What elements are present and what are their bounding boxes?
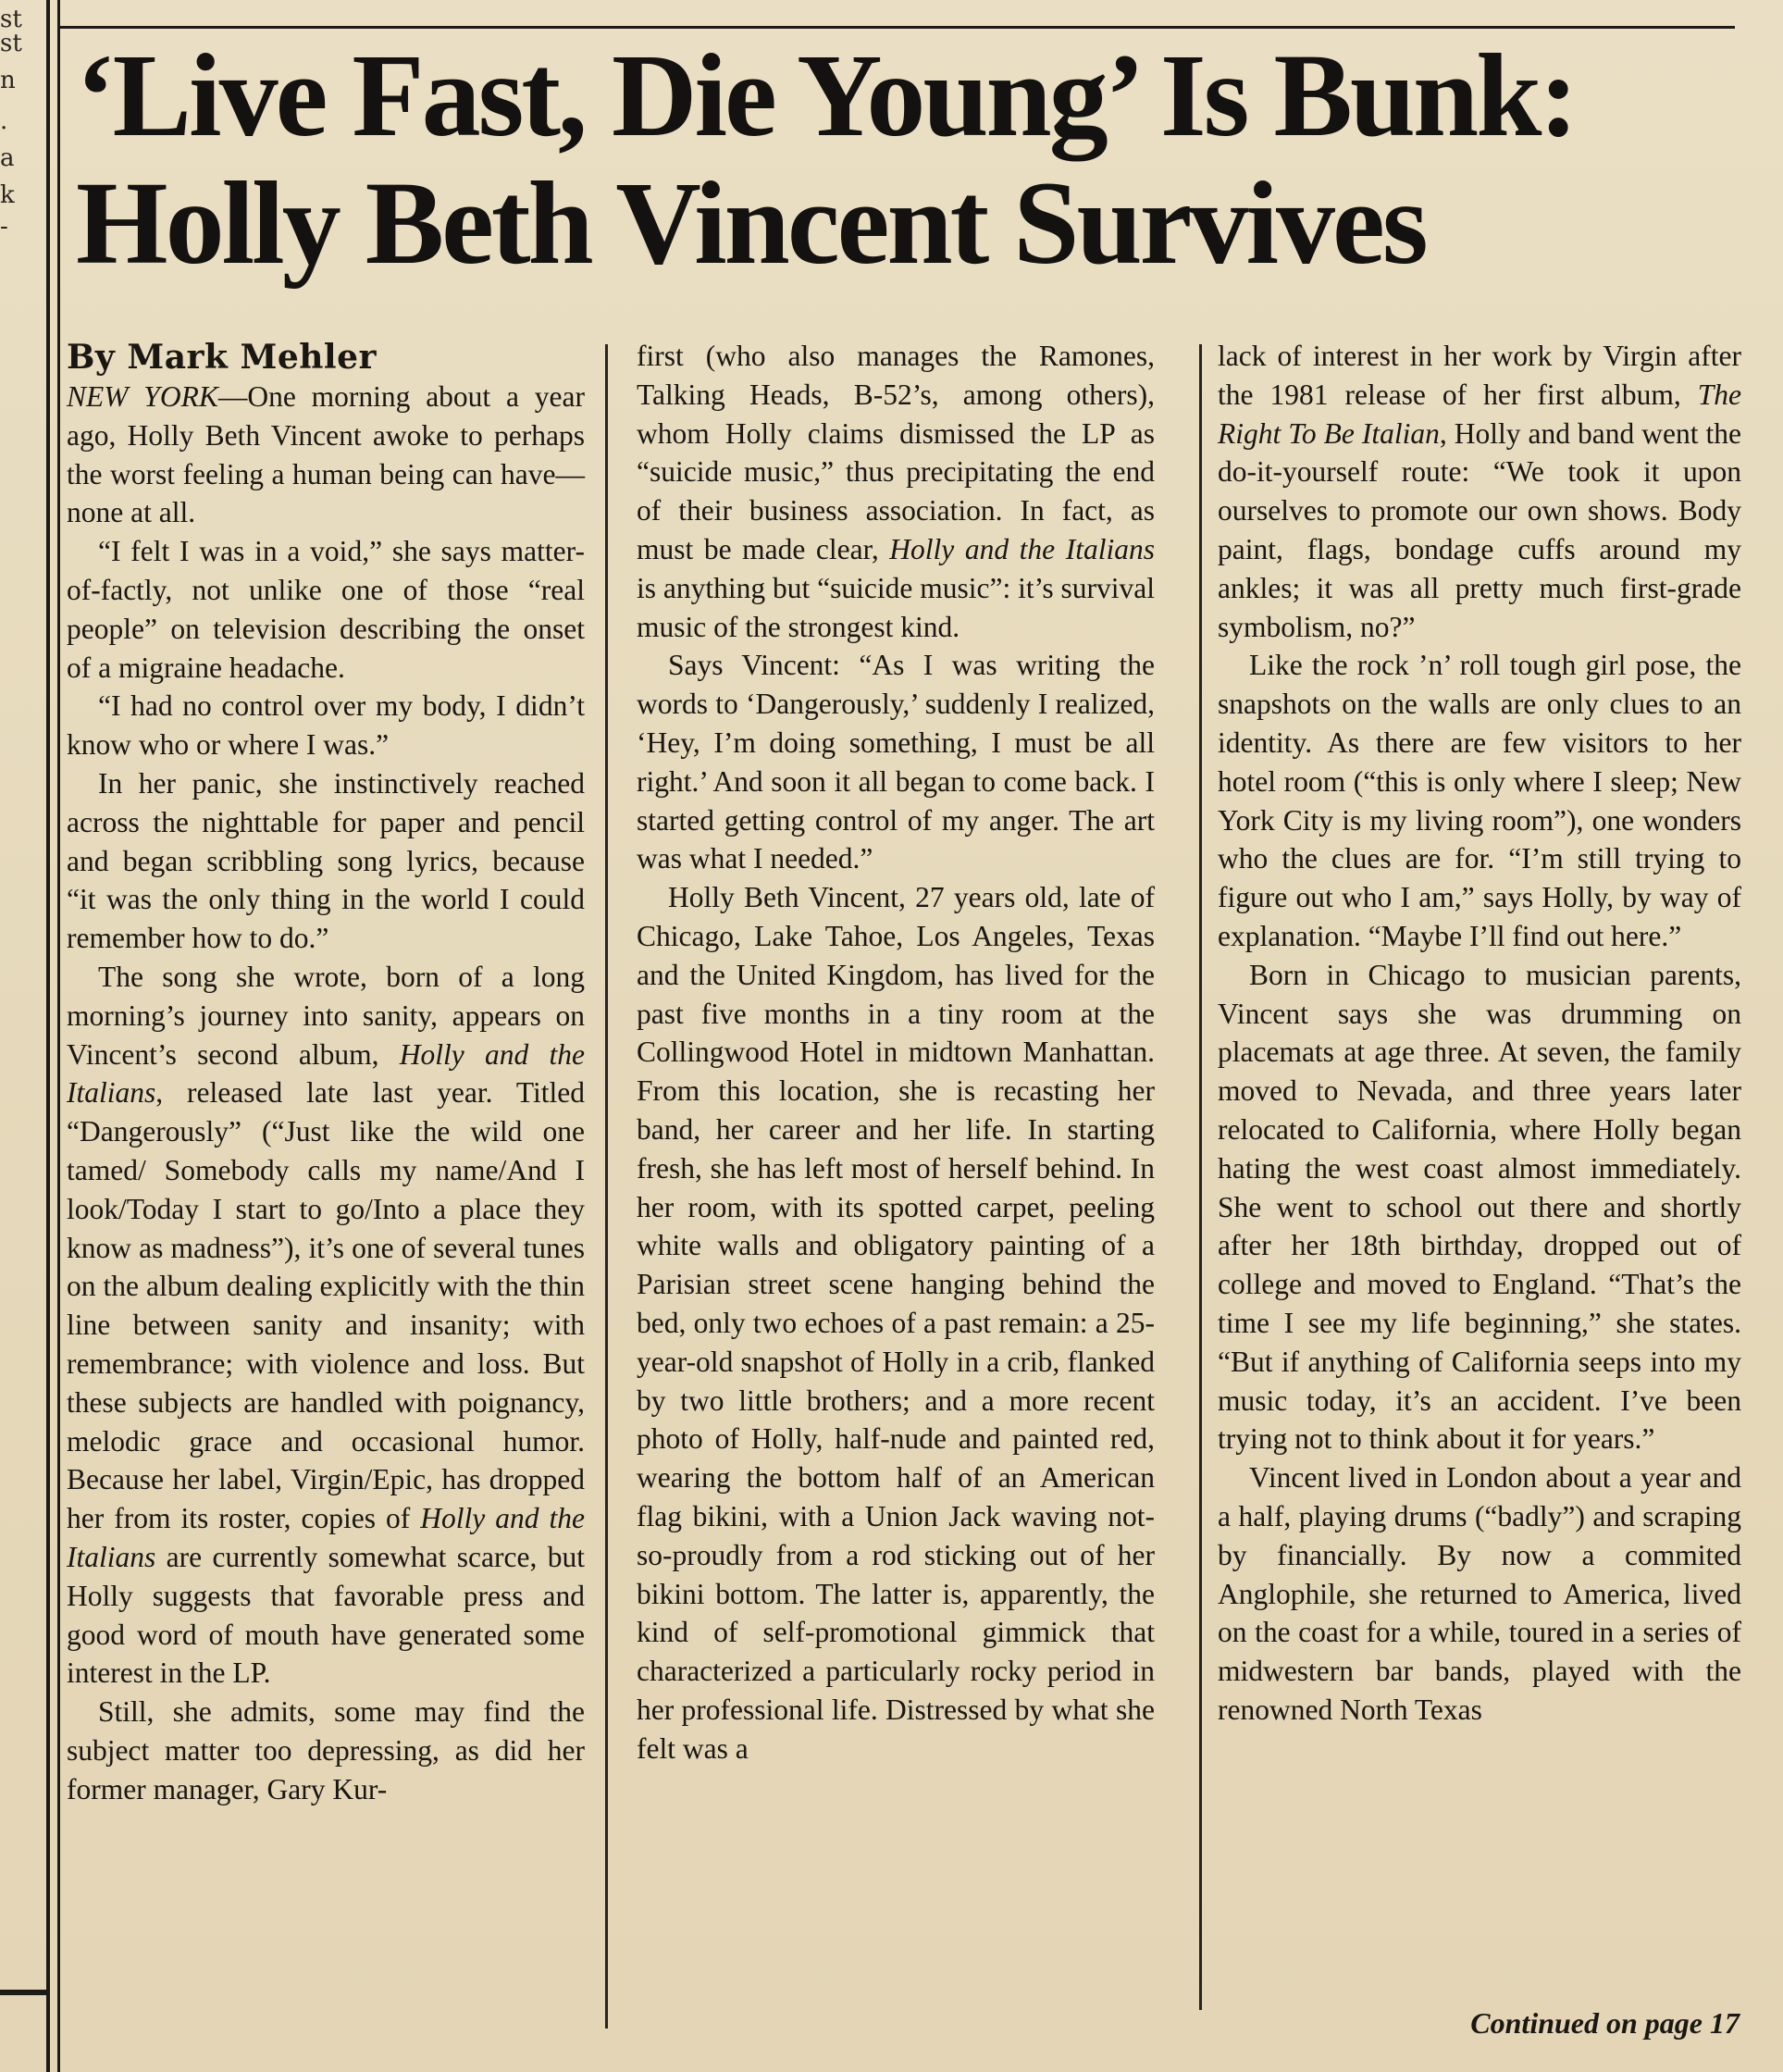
paragraph: “I felt I was in a void,” she says matter-of-factly, not unlike one of those “real people” on television describing the onset of a migraine headache.: [67, 535, 585, 684]
headline-line-1: ‘Live Fast, Die Young’ Is Bunk:: [76, 30, 1576, 161]
continued-link[interactable]: Continued on page 17: [1470, 2006, 1740, 2040]
paragraph: “I had no control over my body, I didn’t know who or where I was.”: [67, 689, 585, 762]
margin-fragment: .: [0, 107, 8, 135]
dateline: NEW YORK: [67, 380, 218, 413]
paragraph: In her panic, she instinctively reached across the nighttable for paper and pencil and began scribbling song lyrics, because “it was the only thing in the world I could remember how to do.”: [67, 766, 585, 955]
column-rule: [605, 344, 608, 2029]
left-border-rule-inner: [57, 0, 60, 2072]
paragraph: NEW YORK—One morning about a year ago, Holly Beth Vincent awoke to perhaps the worst feeling a human being can have—none at all.: [67, 380, 586, 529]
album-title: Holly and the Italians: [67, 1037, 585, 1110]
headline: [76, 31, 1741, 287]
paragraph: Still, she admits, some may find the subject matter too depressing, as did her former manager, Gary Kur-: [67, 1695, 585, 1805]
album-title: Holly and the Italians: [889, 532, 1155, 565]
paragraph: first (who also manages the Ramones, Talking Heads, B-52’s, among others), whom Holly claims dismissed the LP as “suicide music,” thus precipitating the end of their business association. In fact, as must be made clear, Holly and the Italians is anything but “suicide music”: it’s survival music of the strongest kind.: [637, 340, 1155, 643]
album-title: Holly and the Italians: [67, 1502, 586, 1573]
paragraph: Born in Chicago to musician parents, Vincent says she was drumming on placemats at age three. At seven, the family moved to Nevada, and three years later relocated to California, where Holly began hating the west coast almost immediately. She went to school out there and shortly after her 18th birthday, dropped out of college and moved to England. “That’s the time I see my life beginning,” she states. “But if anything of California seeps into my music today, it’s an accident. I’ve been trying not to think about it for years.”: [1218, 958, 1741, 1456]
margin-fragment: a: [0, 144, 15, 172]
top-rule: [60, 26, 1735, 29]
paragraph: Says Vincent: “As I was writing the words to ‘Dangerously,’ suddenly I realized, ‘Hey, I’m doing something, I must be all right.’ And soon it all began to come back. I started getting control of my anger. The art was what I needed.”: [637, 649, 1155, 875]
article-column-1: [67, 337, 585, 1808]
article-column-3: [1218, 337, 1741, 1730]
column-rule: [1199, 344, 1202, 2010]
margin-fragment: n: [0, 67, 16, 94]
headline-line-2: Holly Beth Vincent Survives: [76, 157, 1426, 289]
paragraph: Like the rock ’n’ roll tough girl pose, the snapshots on the walls are only clues to an identity. As there are few visitors to her hotel room (“this is only where I sleep; New York City is my living room”), one wonders who the clues are for. “I’m still trying to figure out who I am,” says Holly, by way of explanation. “Maybe I’ll find out here.”: [1218, 649, 1741, 952]
margin-fragment: st: [0, 6, 22, 33]
paragraph: Vincent lived in London about a year and a half, playing drums (“badly”) and scraping by financially. By now a commited Anglophile, she returned to America, lived on the coast for a while, toured in a series of midwestern bar bands, played with the renowned North Texas: [1218, 1461, 1741, 1726]
paragraph: The song she wrote, born of a long morning’s journey into sanity, appears on Vincent’s second album, Holly and the Italians, released late last year. Titled “Dangerously” (“Just like the wild one tamed/ Somebody calls my name/And I look/Today I start to go/Into a place they know as madness”), it’s one of several tunes on the album dealing explicitly with the thin line between sanity and insanity; with remembrance; with violence and loss. But these subjects are handled with poignancy, melodic grace and occasional humor. Because her label, Virgin/Epic, has dropped her from its roster, copies of Holly and the Italians are currently somewhat scarce, but Holly suggests that favorable press and good word of mouth have generated some interest in the LP.: [67, 960, 586, 1690]
paragraph: Holly Beth Vincent, 27 years old, late of Chicago, Lake Tahoe, Los Angeles, Texas and the United Kingdom, has lived for the past five months in a tiny room at the Collingwood Hotel in midtown Manhattan. From this location, she is recasting her band, her career and her life. In starting fresh, she has left most of herself behind. In her room, with its spotted carpet, peeling white walls and obligatory painting of a Parisian street scene hanging behind the bed, only two echoes of a past remain: a 25-year-old snapshot of Holly in a crib, flanked by two little brothers; and a more recent photo of Holly, half-nude and painted red, wearing the bottom half of an American flag bikini, with a Union Jack waving not-so-proudly from a rod sticking out of her bikini bottom. The latter is, apparently, the kind of self-promotional gimmick that characterized a particularly rocky period in her professional life. Distressed by what she felt was a: [637, 881, 1155, 1765]
article-column-2: [637, 337, 1155, 1768]
margin-fragment: -: [0, 213, 8, 241]
paragraph: lack of interest in her work by Virgin after the 1981 release of her first album, The Right To Be Italian, Holly and band went the do-it-yourself route: “We took it upon ourselves to promote our own shows. Body paint, flags, bondage cuffs around my ankles; it was all pretty much first-grade symbolism, no?”: [1218, 340, 1741, 643]
margin-fragment: k: [0, 181, 15, 209]
byline: By Mark Mehler: [67, 338, 377, 377]
margin-fragment: st: [0, 30, 22, 57]
left-bottom-rule: [0, 1990, 46, 1995]
left-border-rule: [46, 0, 50, 2072]
album-title: The Right To Be Italian: [1218, 378, 1741, 450]
